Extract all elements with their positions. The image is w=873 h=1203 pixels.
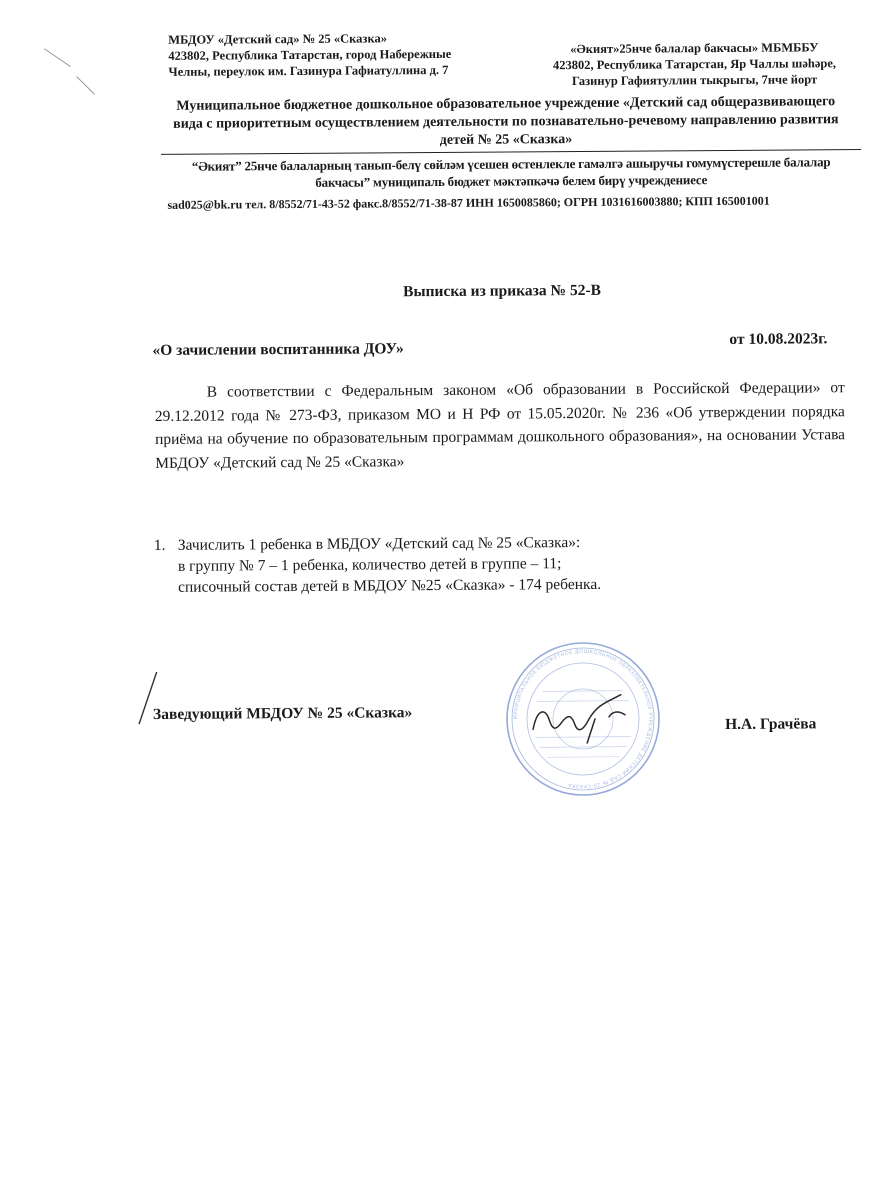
signatory-name: Н.А. Грачёва — [725, 715, 817, 734]
organization-name-tatar-line: “Әкият” 25нче балаларның танып-белү сөйләм үсешен өстенлекле гамәлгә ашыручы гомумүстерешле балалар — [191, 154, 831, 174]
organization-name-line: вида с приоритетным осуществлением деятельности по познавательно-речевому направлению развития — [173, 112, 839, 132]
order-subject: «О зачислении воспитанника ДОУ» — [152, 340, 404, 359]
order-date: от 10.08.2023г. — [729, 330, 828, 348]
order-preamble — [155, 376, 846, 475]
header-right-line: «Әкият»25нче балалар бакчасы» МБМББУ — [570, 40, 819, 57]
header-right-line: Газинур Гафиятуллин тыкрыгы, 7нче йорт — [571, 72, 818, 89]
document-title: Выписка из приказа № 52-В — [403, 281, 601, 301]
seal-outer-text: МУНИЦИПАЛЬНОЕ БЮДЖЕТНОЕ ДОШКОЛЬНОЕ ОБРАЗОВАТЕЛЬНОЕ УЧРЕЖДЕНИЕ ДЕТСКИЙ САД № 25 СКАЗКА — [512, 648, 654, 790]
header-left-address — [168, 30, 451, 80]
list-item-line: списочный состав детей в МБДОУ №25 «Сказка» - 174 ребенка. — [178, 575, 602, 596]
organization-name-line: детей № 25 «Сказка» — [439, 132, 573, 148]
margin-pencil-mark — [40, 42, 100, 102]
organization-name-line: Муниципальное бюджетное дошкольное образовательное учреждение «Детский сад общеразвивающего — [176, 94, 836, 114]
pen-stroke-mark — [133, 668, 163, 728]
header-left-line: Челны, переулок им. Газинура Гафиатуллина д. 7 — [168, 62, 449, 79]
list-item-number: 1. — [153, 536, 166, 554]
contact-details: sad025@bk.ru тел. 8/8552/71-43-52 факс.8/8552/71-38-87 ИНН 1650085860; ОГРН 1031616003880; КПП 165001001 — [167, 193, 770, 212]
header-left-line: МБДОУ «Детский сад» № 25 «Сказка» — [168, 31, 387, 47]
list-item-line: в группу № 7 – 1 ребенка, количество детей в группе – 11; — [177, 555, 562, 575]
header-right-line: 423802, Республика Татарстан, Яр Чаллы шәһәре, — [552, 56, 837, 73]
header-left-line: 423802, Республика Татарстан, город Набережные — [168, 46, 452, 63]
order-list — [154, 532, 601, 598]
list-item-line: Зачислить 1 ребенка в МБДОУ «Детский сад № 25 «Сказка»: — [177, 534, 581, 554]
signatory-role: Заведующий МБДОУ № 25 «Сказка» — [152, 704, 413, 723]
handwritten-signature — [525, 689, 635, 750]
order-preamble-text: В соответствии с Федеральным законом «Об образовании в Российской Федерации» от 29.12.2012 года № 273-ФЗ, приказом МО и Н РФ от 15.05.2020г. № 236 «Об утверждении порядка приёма на обучение по образовательным программам дошкольного образования», на основании Устава МБДОУ «Детский сад № 25 «Сказка» — [154, 379, 846, 472]
organization-name-tatar — [161, 153, 861, 192]
organization-name — [151, 93, 861, 152]
header-right-address — [538, 39, 850, 89]
organization-name-tatar-line: бакчасы” муниципаль бюджет мәктәпкәчә белем бирү учреждениесе — [315, 172, 708, 190]
